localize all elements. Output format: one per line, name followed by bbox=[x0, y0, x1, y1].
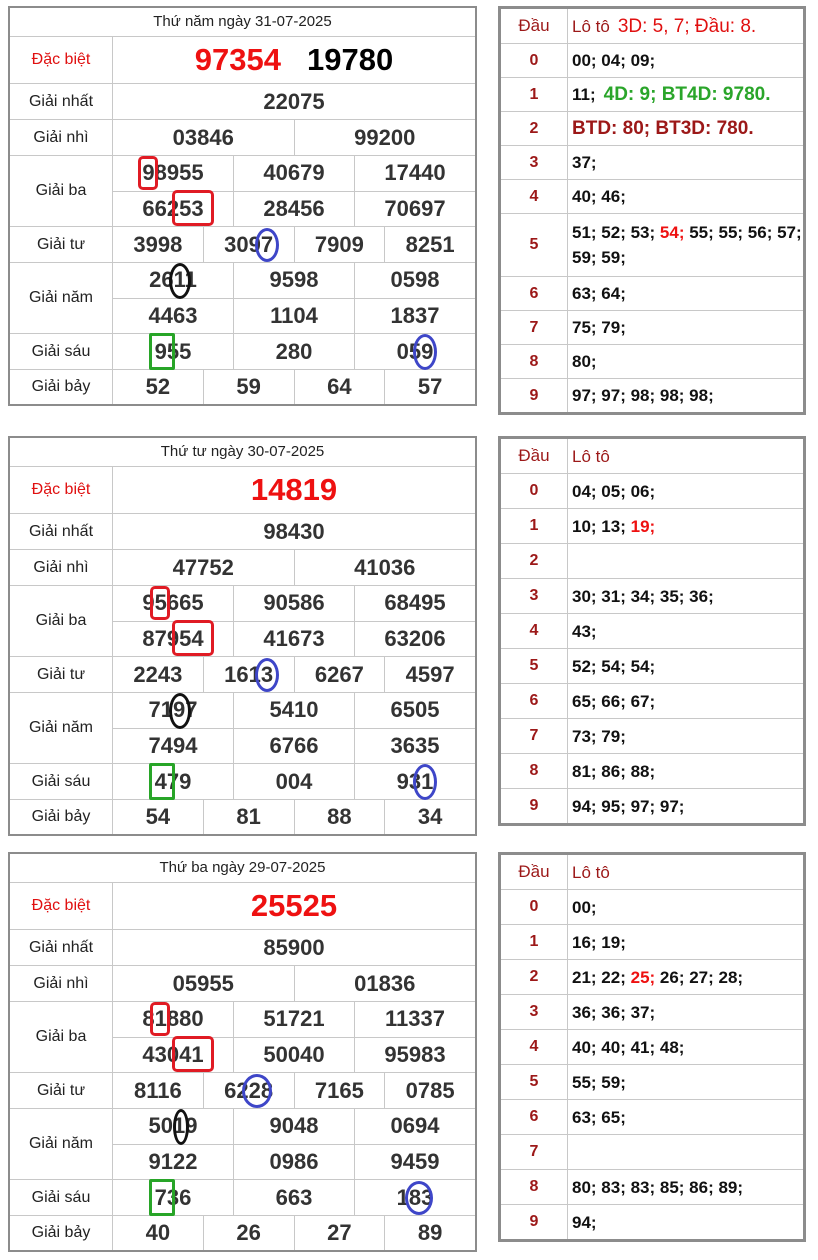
label-seventh: Giải bảy bbox=[10, 1216, 113, 1250]
second-prize: 03846 bbox=[172, 124, 234, 150]
special-prize bbox=[113, 37, 475, 83]
label-third: Giải ba bbox=[10, 1002, 113, 1072]
third-prize: 41673 bbox=[233, 622, 354, 657]
fifth-prize: 9459 bbox=[354, 1145, 475, 1180]
seventh-prize: 34 bbox=[384, 800, 475, 834]
label-first: Giải nhất bbox=[10, 514, 113, 549]
fifth-prize: 6766 bbox=[233, 729, 354, 764]
third-prize bbox=[113, 1038, 233, 1073]
third-prize: 17440 bbox=[354, 156, 475, 191]
sixth-prize: 280 bbox=[233, 334, 354, 369]
sixth-prize bbox=[354, 1180, 475, 1215]
loto-values: 40; 46; bbox=[572, 187, 626, 206]
fifth-prize-number: 5019 bbox=[148, 1113, 198, 1139]
fifth-prize-number: 2611 bbox=[149, 267, 197, 293]
fourth-prize: 3998 bbox=[133, 231, 183, 257]
label-third: Giải ba bbox=[10, 586, 113, 656]
third-prize: 50040 bbox=[233, 1038, 354, 1073]
loto-table-3 bbox=[498, 852, 806, 1242]
loto-header: Lô tô bbox=[572, 446, 610, 466]
fourth-prize: 7165 bbox=[294, 1073, 385, 1108]
dau-digit: 8 bbox=[501, 754, 568, 788]
label-sixth: Giải sáu bbox=[10, 764, 113, 799]
dau-digit: 5 bbox=[501, 649, 568, 683]
third-prize-number: 95665 bbox=[142, 590, 204, 616]
dau-digit: 2 bbox=[501, 960, 568, 994]
sixth-prize-number: 736 bbox=[154, 1184, 192, 1210]
dau-digit: 9 bbox=[501, 379, 568, 412]
loto-values: 11; 4D: 9; BT4D: 9780. bbox=[572, 84, 771, 105]
loto-table-1 bbox=[498, 6, 806, 415]
seventh-prize: 27 bbox=[294, 1216, 385, 1250]
loto-values bbox=[568, 544, 803, 578]
loto-values: 51; 52; 53; 54; 55; 55; 56; 57; 59; 59; bbox=[572, 223, 802, 267]
third-prize-number: 43041 bbox=[142, 1041, 204, 1067]
loto-values: 21; 22; 25; 26; 27; 28; bbox=[568, 960, 803, 994]
loto-values bbox=[568, 1135, 803, 1169]
seventh-prize: 88 bbox=[294, 800, 385, 834]
dau-digit: 2 bbox=[501, 544, 568, 578]
result-table-1 bbox=[8, 6, 477, 406]
third-prize bbox=[113, 586, 233, 621]
third-prize: 68495 bbox=[354, 586, 475, 621]
dau-digit: 2 bbox=[501, 112, 568, 145]
loto-values: 65; 66; 67; bbox=[572, 691, 656, 711]
label-first: Giải nhất bbox=[10, 930, 113, 965]
third-prize: 40679 bbox=[233, 156, 354, 191]
dau-digit: 4 bbox=[501, 614, 568, 648]
label-fifth: Giải năm bbox=[10, 263, 113, 333]
third-prize: 51721 bbox=[233, 1002, 354, 1037]
dau-digit: 4 bbox=[501, 180, 568, 213]
draw-title: Thứ ba ngày 29-07-2025 bbox=[10, 854, 475, 883]
sixth-prize-number: 955 bbox=[154, 338, 192, 364]
dau-digit: 0 bbox=[501, 474, 568, 508]
loto-values: 37; bbox=[572, 153, 597, 172]
loto-values: 43; bbox=[572, 621, 597, 641]
special-loto-highlight: 25; bbox=[630, 967, 656, 987]
label-second: Giải nhì bbox=[10, 966, 113, 1001]
dau-digit: 7 bbox=[501, 1135, 568, 1169]
dau-digit: 1 bbox=[501, 78, 568, 111]
sixth-prize bbox=[113, 1180, 233, 1215]
label-first: Giải nhất bbox=[10, 84, 113, 119]
second-prize: 47752 bbox=[172, 554, 234, 580]
fourth-prize-number: 6228 bbox=[224, 1077, 274, 1103]
loto-values bbox=[568, 112, 803, 145]
fifth-prize: 1104 bbox=[233, 299, 354, 334]
draw-title: Thứ tư ngày 30-07-2025 bbox=[10, 438, 475, 467]
sixth-prize bbox=[113, 334, 233, 369]
loto-values: 80; 83; 83; 85; 86; 89; bbox=[572, 1177, 744, 1197]
label-fourth: Giải tư bbox=[10, 657, 113, 692]
dau-digit: 3 bbox=[501, 579, 568, 613]
label-seventh: Giải bảy bbox=[10, 370, 113, 404]
fifth-prize-number: 7197 bbox=[148, 697, 198, 723]
label-fifth: Giải năm bbox=[10, 1109, 113, 1179]
seventh-prize: 54 bbox=[145, 804, 171, 829]
fourth-prize bbox=[203, 657, 294, 692]
fifth-prize: 6505 bbox=[354, 693, 475, 728]
loto-values: 81; 86; 88; bbox=[572, 761, 656, 781]
fifth-prize: 9598 bbox=[233, 263, 354, 298]
sixth-prize-number: 183 bbox=[396, 1184, 434, 1210]
third-prize-number: 98955 bbox=[142, 160, 204, 186]
fifth-prize: 4463 bbox=[148, 302, 198, 328]
dau-header: Đầu bbox=[501, 9, 568, 43]
third-prize-number: 87954 bbox=[142, 625, 204, 651]
loto-values: 97; 97; 98; 98; 98; bbox=[572, 386, 714, 405]
loto-values: 52; 54; 54; bbox=[572, 656, 656, 676]
dau-digit: 3 bbox=[501, 995, 568, 1029]
label-fourth: Giải tư bbox=[10, 227, 113, 262]
fifth-prize bbox=[113, 263, 233, 298]
dau-header: Đầu bbox=[501, 855, 568, 889]
loto-note: 4D: 9; BT4D: 9780. bbox=[603, 84, 771, 105]
third-prize: 11337 bbox=[354, 1002, 475, 1037]
label-special: Đặc biệt bbox=[10, 883, 113, 929]
loto-values: 04; 05; 06; bbox=[572, 481, 656, 501]
label-fourth: Giải tư bbox=[10, 1073, 113, 1108]
dau-digit: 1 bbox=[501, 509, 568, 543]
fourth-prize: 7909 bbox=[294, 227, 385, 262]
label-second: Giải nhì bbox=[10, 550, 113, 585]
second-prize: 99200 bbox=[294, 120, 476, 155]
loto-table-2 bbox=[498, 436, 806, 826]
dau-digit: 7 bbox=[501, 311, 568, 344]
seventh-prize: 52 bbox=[145, 374, 171, 399]
sixth-prize-number: 059 bbox=[396, 338, 434, 364]
special-number: 97354 bbox=[194, 42, 281, 77]
seventh-prize: 26 bbox=[203, 1216, 294, 1250]
draw-title: Thứ năm ngày 31-07-2025 bbox=[10, 8, 475, 37]
fourth-prize: 0785 bbox=[384, 1073, 475, 1108]
dau-digit: 7 bbox=[501, 719, 568, 753]
seventh-prize: 81 bbox=[203, 800, 294, 834]
loto-values: 94; 95; 97; 97; bbox=[572, 796, 685, 816]
fifth-prize bbox=[113, 1109, 233, 1144]
dau-digit: 5 bbox=[501, 1065, 568, 1099]
fifth-prize: 0986 bbox=[233, 1145, 354, 1180]
dau-digit: 6 bbox=[501, 277, 568, 310]
dau-digit: 0 bbox=[501, 890, 568, 924]
loto-values: 94; bbox=[572, 1212, 597, 1232]
special-number: 14819 bbox=[250, 472, 338, 507]
loto-values: 36; 36; 37; bbox=[572, 1002, 656, 1022]
result-table-2 bbox=[8, 436, 477, 836]
first-prize: 22075 bbox=[263, 88, 325, 114]
third-prize: 70697 bbox=[354, 192, 475, 227]
loto-values: 00; 04; 09; bbox=[572, 51, 656, 70]
fourth-prize bbox=[203, 1073, 294, 1108]
dau-digit: 0 bbox=[501, 44, 568, 77]
loto-values: 75; 79; bbox=[572, 318, 626, 337]
label-sixth: Giải sáu bbox=[10, 334, 113, 369]
loto-note: 3D: 5, 7; Đầu: 8. bbox=[617, 15, 757, 37]
special-extra-number: 19780 bbox=[307, 42, 394, 77]
loto-values: 55; 59; bbox=[572, 1072, 626, 1092]
dau-digit: 8 bbox=[501, 345, 568, 378]
seventh-prize: 89 bbox=[384, 1216, 475, 1250]
second-prize: 01836 bbox=[294, 966, 476, 1001]
label-special: Đặc biệt bbox=[10, 37, 113, 83]
third-prize: 28456 bbox=[233, 192, 354, 227]
loto-values: 73; 79; bbox=[572, 726, 626, 746]
loto-header: Lô tô 3D: 5, 7; Đầu: 8. bbox=[572, 15, 757, 37]
fifth-prize: 3635 bbox=[354, 729, 475, 764]
fourth-prize: 2243 bbox=[133, 661, 183, 687]
third-prize: 63206 bbox=[354, 622, 475, 657]
first-prize: 98430 bbox=[263, 518, 325, 544]
dau-header: Đầu bbox=[501, 439, 568, 473]
loto-values: 80; bbox=[572, 352, 597, 371]
special-number: 25525 bbox=[250, 888, 338, 923]
fourth-prize-number: 1613 bbox=[224, 661, 274, 687]
third-prize-number: 66253 bbox=[142, 195, 204, 221]
loto-values: 40; 40; 41; 48; bbox=[572, 1037, 685, 1057]
dau-digit: 4 bbox=[501, 1030, 568, 1064]
loto-values: 63; 64; bbox=[572, 284, 626, 303]
seventh-prize: 57 bbox=[384, 370, 475, 404]
second-prize: 05955 bbox=[172, 970, 234, 996]
special-prize bbox=[113, 883, 475, 929]
fourth-prize: 8116 bbox=[134, 1077, 182, 1103]
third-prize: 95983 bbox=[354, 1038, 475, 1073]
loto-values: 10; 13; 19; bbox=[568, 509, 803, 543]
fourth-prize bbox=[203, 227, 294, 262]
label-second: Giải nhì bbox=[10, 120, 113, 155]
label-fifth: Giải năm bbox=[10, 693, 113, 763]
dau-digit: 6 bbox=[501, 1100, 568, 1134]
sixth-prize: 663 bbox=[233, 1180, 354, 1215]
special-loto-highlight: 19; bbox=[630, 516, 656, 536]
second-prize: 41036 bbox=[294, 550, 476, 585]
fourth-prize: 6267 bbox=[294, 657, 385, 692]
label-sixth: Giải sáu bbox=[10, 1180, 113, 1215]
dau-digit: 5 bbox=[501, 214, 568, 276]
label-third: Giải ba bbox=[10, 156, 113, 226]
sixth-prize-number: 931 bbox=[396, 768, 434, 794]
dau-digit: 8 bbox=[501, 1170, 568, 1204]
seventh-prize: 40 bbox=[145, 1220, 171, 1245]
fifth-prize: 9048 bbox=[233, 1109, 354, 1144]
third-prize bbox=[113, 1002, 233, 1037]
loto-header: Lô tô bbox=[572, 862, 610, 882]
sixth-prize bbox=[354, 764, 475, 799]
dau-digit: 1 bbox=[501, 925, 568, 959]
sixth-prize bbox=[354, 334, 475, 369]
third-prize: 90586 bbox=[233, 586, 354, 621]
third-prize-number: 81880 bbox=[142, 1006, 204, 1032]
third-prize bbox=[113, 192, 233, 227]
loto-values: 16; 19; bbox=[572, 932, 626, 952]
loto-values: 63; 65; bbox=[572, 1107, 626, 1127]
seventh-prize: 64 bbox=[294, 370, 385, 404]
fourth-prize-number: 3097 bbox=[224, 231, 274, 257]
third-prize bbox=[113, 622, 233, 657]
third-prize bbox=[113, 156, 233, 191]
sixth-prize: 004 bbox=[233, 764, 354, 799]
sixth-prize-number: 479 bbox=[154, 768, 192, 794]
loto-values: 00; bbox=[572, 897, 597, 917]
fifth-prize: 0694 bbox=[354, 1109, 475, 1144]
dau-digit: 3 bbox=[501, 146, 568, 179]
label-special: Đặc biệt bbox=[10, 467, 113, 513]
loto-values: 30; 31; 34; 35; 36; bbox=[572, 586, 714, 606]
loto-note: BTD: 80; BT3D: 780. bbox=[572, 118, 754, 139]
dau-digit: 6 bbox=[501, 684, 568, 718]
dau-digit: 9 bbox=[501, 1205, 568, 1239]
sixth-prize bbox=[113, 764, 233, 799]
fifth-prize: 1837 bbox=[354, 299, 475, 334]
result-table-3 bbox=[8, 852, 477, 1252]
fourth-prize: 4597 bbox=[384, 657, 475, 692]
special-loto-highlight: 54; bbox=[659, 223, 685, 242]
seventh-prize: 59 bbox=[203, 370, 294, 404]
special-prize bbox=[113, 467, 475, 513]
label-seventh: Giải bảy bbox=[10, 800, 113, 834]
fifth-prize: 5410 bbox=[233, 693, 354, 728]
dau-digit: 9 bbox=[501, 789, 568, 823]
fifth-prize: 7494 bbox=[148, 732, 198, 758]
fifth-prize: 0598 bbox=[354, 263, 475, 298]
fifth-prize bbox=[113, 693, 233, 728]
fifth-prize: 9122 bbox=[148, 1148, 198, 1174]
first-prize: 85900 bbox=[263, 934, 325, 960]
fourth-prize: 8251 bbox=[384, 227, 475, 262]
